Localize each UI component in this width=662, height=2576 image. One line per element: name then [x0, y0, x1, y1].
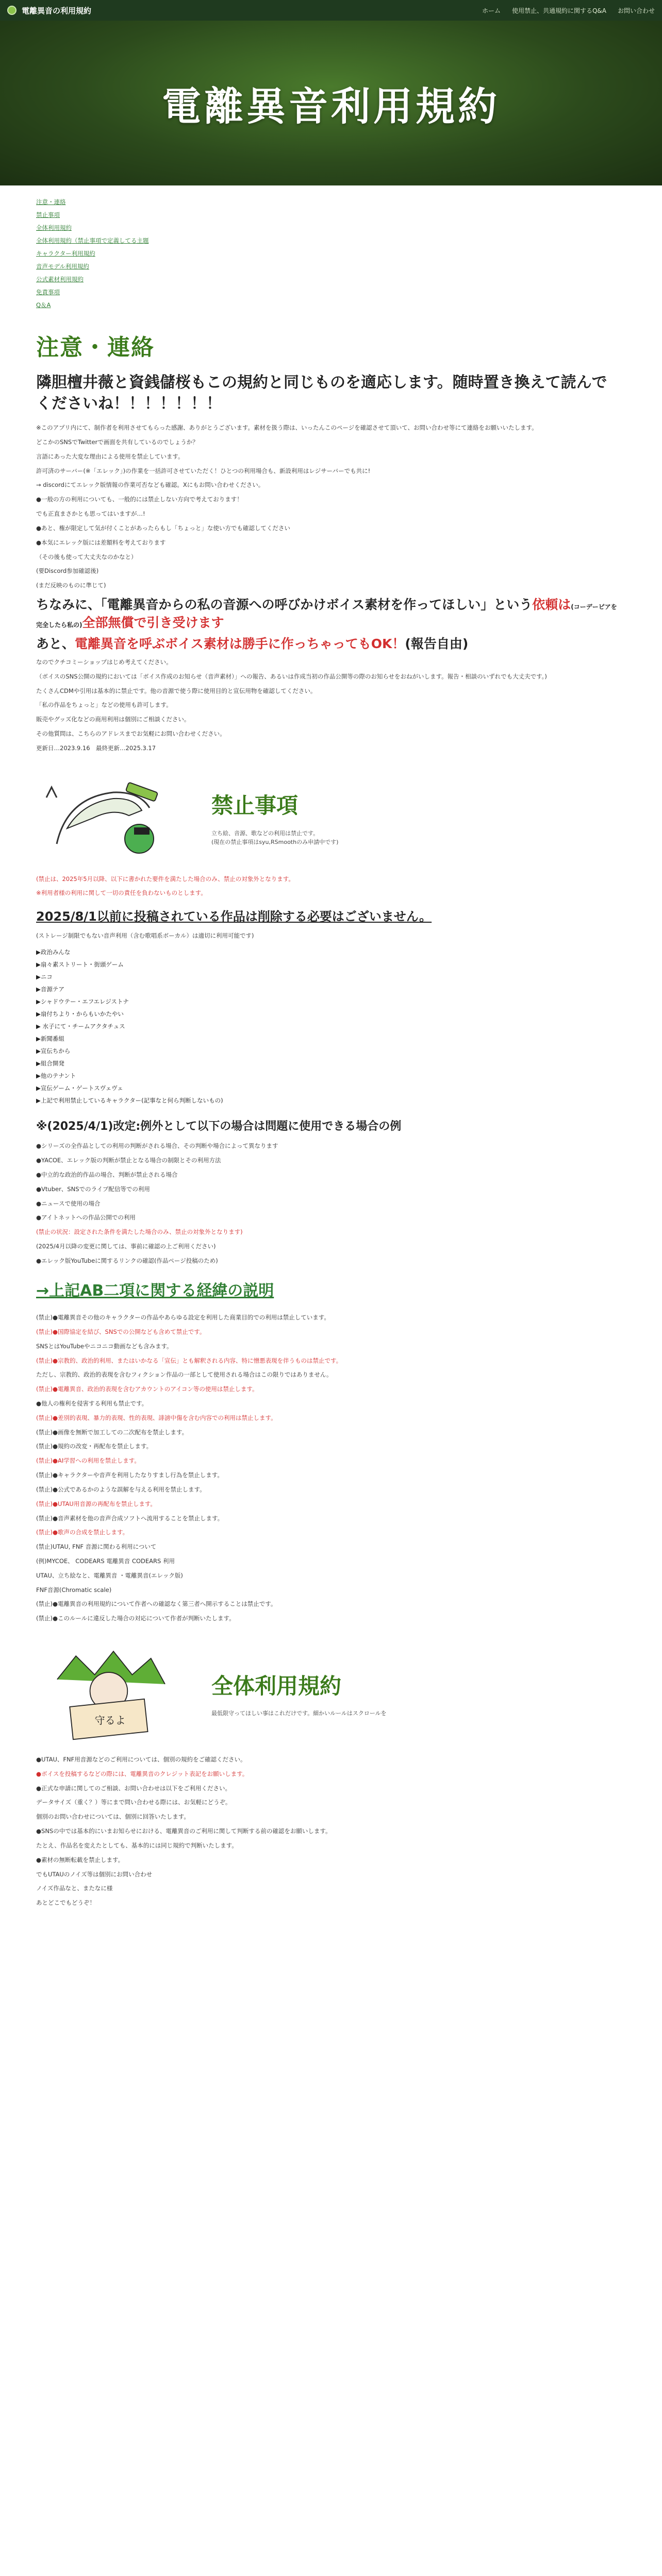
site-logo[interactable]: [7, 6, 16, 15]
notice-para: ●一般の方の利用についても、一般的には禁止しない方向で考えております！: [36, 496, 243, 503]
list-item: ▶上記で利用禁止しているキャラクター(記事なと何ら判断しないもの): [36, 1097, 223, 1105]
nav-home[interactable]: ホーム: [482, 7, 501, 14]
ab-para: (禁止)●差別的表現、暴力的表現、性的表現、誹謗中傷を含む内容での利用は禁止します。: [36, 1414, 277, 1421]
top-bar: [0, 0, 662, 21]
ab-para: (禁止)●公式であるかのような誤解を与える利用を禁止します。: [36, 1485, 206, 1493]
highlight-request: [36, 596, 619, 632]
general-para: でもUTAUのノイズ等は個別にお問い合わせ: [36, 1870, 153, 1878]
list-item: ▶他のテナント: [36, 1072, 76, 1080]
notice-extra: その他質問は、こちらのアドレスまでお気軽にお問い合わせください。: [36, 730, 226, 737]
ab-para: (禁止)●宗教的、政治的利用、またはいかなる「宣伝」とも解釈される内容、特に憎悪表現を伴うものは禁止です。: [36, 1357, 342, 1364]
general-title: 全体利用規約: [211, 1673, 342, 1699]
notice-extra: 「私の作品をちょっと」などの使用も許可します。: [36, 701, 172, 709]
general-illustration: [36, 1642, 191, 1745]
general-para: 個別のお問い合わせについては、個別に回答いたします。: [36, 1813, 190, 1821]
toc-item[interactable]: 免責事項: [36, 289, 60, 296]
ab-explanation-link[interactable]: [36, 1279, 619, 1303]
general-text: [211, 1669, 387, 1718]
prohibited-text: [211, 789, 338, 846]
general-para: たとえ、作品名を変えたとしても、基本的には同じ規約で判断いたします。: [36, 1841, 238, 1849]
notice-heading: 注意・連絡: [36, 334, 155, 361]
voice-ok: 電離異音を呼ぶボイス素材は勝手に作っちゃってもOK！: [75, 636, 405, 651]
updated-para: ●アイトネットへの作品公開での利用: [36, 1214, 136, 1222]
highlight-red2: 全部無償で引き受けます: [82, 615, 224, 630]
highlight-red1: 依頼は: [532, 597, 571, 612]
ab-para: (禁止)●規約の改変・再配布を禁止します。: [36, 1443, 153, 1450]
general-para: ●SNSの中では基本的にいまお知らせにおける、電離異音のご利用に関して判断する前の確認をお願いします。: [36, 1827, 332, 1835]
notice-para: 言語にあった大変な理由による使用を禁止しています。: [36, 452, 184, 460]
updated-heading: ※(2025/4/1)改定:例外として以下の場合は問題に使用できる場合の例: [36, 1120, 402, 1133]
ab-para: ●他人の権利を侵害する利用も禁止です。: [36, 1400, 148, 1408]
notice-dates: 更新日…2023.9.16 最終更新…2025.3.17: [36, 744, 156, 752]
general-banner: [36, 1637, 619, 1750]
updated-para: ●ニュースで使用の場合: [36, 1199, 101, 1207]
notice-para: （その後も使って大丈夫なのかなと）: [36, 553, 137, 561]
hero-title: 電離異音利用規約: [162, 83, 500, 129]
list-item: ▶扇付ちより・からもいかたやい: [36, 1010, 124, 1018]
ab-para: FNF音源(Chromatic scale): [36, 1586, 112, 1594]
list-item: ▶宣伝ちから: [36, 1047, 71, 1055]
table-of-contents: [36, 196, 619, 312]
notice-para: (まだ反映のものに準じて): [36, 582, 106, 589]
toc-item[interactable]: 公式素材利用規約: [36, 276, 84, 283]
nav-faq[interactable]: 使用禁止、共通規約に関するQ&A: [511, 7, 606, 14]
voice-prefix: あと、: [36, 636, 75, 651]
ab-link-text[interactable]: →上記AB二項に関する経緯の説明: [36, 1281, 274, 1300]
general-para: あとどこでもどうぞ！: [36, 1899, 95, 1907]
ab-para: SNSとはYouTubeやニコニコ動画なども含みます。: [36, 1342, 173, 1350]
list-item: ▶ 水子にて・チームアクタチュス: [36, 1023, 125, 1030]
prohibited-notice: (禁止は、2025年5月以降、以下に書かれた要件を満たした場合のみ、禁止の対象外となります。: [36, 875, 294, 883]
notice-para: → discordにてエレック版情報の作業可否なども確認。Xにもお問い合わせください。: [36, 481, 264, 489]
notice-para: 許可済のサーバー(※「エレック」)の作業を一括許可させていただく！ひとつの利用場合も、新設利用はレジサーバーでも共に!: [36, 467, 371, 474]
updated-para: ●YACOE、エレック版の判断が禁止となる場合の制限とその利用方法: [36, 1157, 221, 1164]
list-item: ▶音源テア: [36, 986, 64, 993]
toc-item[interactable]: Q＆A: [36, 301, 51, 309]
notice-para: でも正直まさかとも思ってはいますが…!: [36, 510, 145, 518]
general-para: データサイズ（重く？）等にまで問い合わせる際には、お気軽にどうぞ。: [36, 1799, 231, 1806]
list-item: ▶シャドウテー・エフエレジストナ: [36, 998, 129, 1006]
toc-item[interactable]: 注意・連絡: [36, 198, 66, 206]
prohibited-title: 禁止事項: [211, 793, 299, 819]
notice-extra: たくさんCDMや引用は基本的に禁止です。他の音源で使う際に使用目的と宣伝用物を確認してください。: [36, 687, 317, 694]
ab-para: (禁止)●音声素材を他の音声合成ソフトへ流用することを禁止します。: [36, 1514, 224, 1522]
general-para: ●素材の無断転載を禁止します。: [36, 1856, 124, 1863]
ab-para: (禁止)●UTAU用音源の再配布を禁止します。: [36, 1500, 156, 1507]
hero-banner: [0, 21, 662, 185]
notice-extra: （ボイスのSNS公開の規約においては「ボイス作成のお知らせ（音声素材）」への報告、あるいは作成当初の作品公開等の際のお知らせをおねがいします。報告・相談のいずれでも大丈夫です。): [36, 672, 547, 680]
highlight-mid: (コーデーピアを完全したら私の): [36, 603, 617, 629]
toc-item[interactable]: 音声モデル利用規約: [36, 263, 89, 270]
ab-para: (禁止)●このルールに違反した場合の対応について作者が判断いたします。: [36, 1615, 235, 1622]
ab-para: (禁止)●歌声の合成を禁止します。: [36, 1529, 129, 1536]
prohibited-notice: ※利用者様の利用に関して一切の責任を負わないものとします。: [36, 889, 207, 897]
ab-para: (禁止)●電離異音その他のキャラクターの作品やあらゆる設定を利用した商業目的での利用は禁止しています。: [36, 1314, 330, 1321]
list-item: ▶扇々素ストリート・街頭ゲーム: [36, 961, 124, 969]
list-item: ▶新聞番組: [36, 1035, 64, 1043]
general-para: ●UTAU、FNF用音源などのご利用については、個別の規約をご確認ください。: [36, 1756, 246, 1764]
prohibited-sub: 立ち絵、音源、歌などの利用は禁止です。: [211, 829, 319, 837]
character-illustration: [36, 767, 191, 870]
notice-para: ●あと、権が限定して気が付くことがあったらもし「ちょっと」な使い方でも確認してください: [36, 524, 290, 532]
sub-note: (2025/4月以降の変更に関しては、事前に確認の上ご利用ください): [36, 1243, 216, 1250]
list-intro: (ストレージ制限でもない音声利用（含む歌唱系ボーカル）は適切に利用可能です): [36, 932, 254, 940]
ab-para: (禁止)●国際協定を結び、SNSでの公開なども含めて禁止です。: [36, 1328, 206, 1335]
sub-note: ●エレック版YouTubeに関するリンクの確認(作品ページ投稿のため): [36, 1257, 218, 1264]
notice-para: どこかのSNSでTwitterで画面を共有しているのでしょうか？: [36, 438, 198, 446]
toc-item[interactable]: 全体利用規約: [36, 224, 72, 231]
general-para: ●ボイスを投稿するなどの際には、電離異音のクレジット表記をお願いします。: [36, 1770, 249, 1777]
updated-para: ●Vtuber、SNSでのライブ配信等での利用: [36, 1185, 150, 1193]
nav-contact[interactable]: お問い合わせ: [617, 7, 655, 14]
ab-para: (例)MYCOE、 CODEARS 電離異音 CODEARS 利用: [36, 1557, 175, 1565]
prohibited-under-heading: 2025/8/1以前に投稿されている作品は削除する必要はございません。: [36, 909, 432, 924]
notice-para: ●本気にエレック版には差額料を考えております: [36, 538, 166, 546]
general-sub: 最低限守ってほしい事はこれだけです。細かいルールはスクロールを: [211, 1709, 387, 1717]
site-title[interactable]: 電離異音の利用規約: [22, 6, 92, 15]
ab-para: ただし、宗教的、政治的表現を含むフィクション作品の一部として使用される場合はこの限りではありません。: [36, 1371, 333, 1379]
voice-permission: [36, 635, 619, 653]
notice-extra: 販売やグッズ化などの商用利用は個別にご相談ください。: [36, 716, 190, 723]
main-content: [36, 196, 619, 1913]
prohibited-list: [36, 946, 619, 1107]
ab-para: UTAU、立ち絵なと、電離異音 ・電離異音(エレック版): [36, 1571, 183, 1579]
sub-note: (禁止の状況：設定された条件を満たした場合のみ、禁止の対象外となります): [36, 1228, 243, 1236]
general-para: ●正式な申請に関してのご相談、お問い合わせは以下をご利用ください。: [36, 1784, 231, 1792]
ab-para: (禁止)●キャラクターや音声を利用したなりすまし行為を禁止します。: [36, 1471, 223, 1479]
highlight-intro: ちなみに、「電離異音からの私の音源への呼びかけボイス素材を作ってほしい」という: [36, 597, 533, 612]
notice-para: (要Discord参加確認後): [36, 567, 99, 575]
general-para: ノイズ作品なと、またなに様: [36, 1885, 113, 1892]
list-item: ▶組合開発: [36, 1060, 64, 1067]
notice-extra: なのでクチコミーショップはじめ考えてください。: [36, 658, 172, 666]
prohibited-sub: (現在の禁止事項はsyu,RSmoothのみ申請中です): [211, 839, 339, 846]
list-item: ▶政治みんな: [36, 948, 71, 956]
notice-subtitle: 隣胆檀井薇と資銭儲桜もこの規約と同じものを適応します。随時置き換えて読んでくださいね！！！！！！！: [36, 374, 607, 413]
voice-suffix: (報告自由): [405, 636, 469, 651]
updated-para: ●中立的な政治的作品の場合、判断が禁止される場合: [36, 1171, 178, 1178]
ab-para: (禁止)●画像を無断で加工しての二次配布を禁止します。: [36, 1428, 188, 1436]
ab-para: (禁止)●電離異音、政治的表現を含むアカウントのアイコン等の使用は禁止します。: [36, 1385, 258, 1393]
ab-para: (禁止)●電離異音の利用規約について作者への確認なく第三者へ開示することは禁止です。: [36, 1600, 277, 1608]
list-item: ▶宣伝ゲーム・ゲートスヴェヴェ: [36, 1084, 123, 1092]
ab-para: (禁止)UTAU, FNF 音源に関わる利用について: [36, 1543, 157, 1551]
prohibited-banner: [36, 767, 619, 870]
ab-para: (禁止)●AI学習への利用を禁止します。: [36, 1457, 140, 1465]
updated-para: ●シリーズの全作品としての利用の判断がされる場合、その判断や場合によって異なります: [36, 1142, 278, 1150]
top-nav: [482, 6, 655, 15]
list-item: ▶ニコ: [36, 973, 53, 981]
notice-para: ※このアプリ内にて、制作者を利用させてもらった感謝、ありがとうございます。素材を扱う際は、いったんこのページを確認させて頂いて、お問い合わせ等にて連絡をお願いいたします。: [36, 424, 538, 432]
toc-item[interactable]: 禁止事項: [36, 211, 60, 218]
toc-item[interactable]: キャラクター利用規約: [36, 250, 95, 257]
sign-text: 守るよ: [94, 1714, 126, 1727]
toc-item[interactable]: 全体利用規約（禁止事項で定義してる主題: [36, 237, 149, 244]
